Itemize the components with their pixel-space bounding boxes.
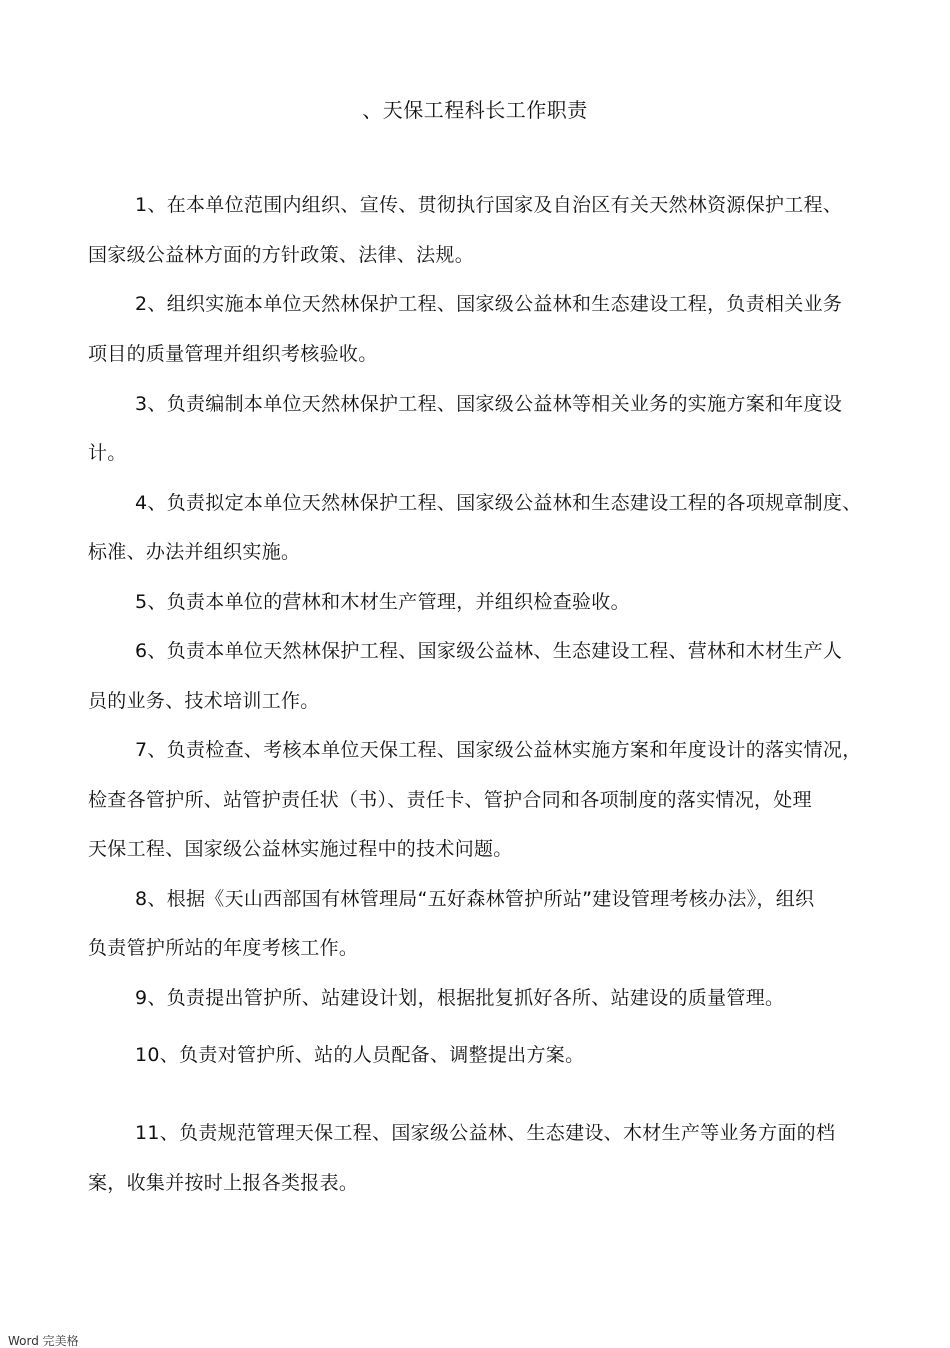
item-2-line-2: 项目的质量管理并组织考核验收。 xyxy=(88,343,378,365)
item-7-line-2: 检查各管护所、站管护责任状（书）、责任卡、管护合同和各项制度的落实情况，处理 xyxy=(88,789,812,811)
page-title: 、天保工程科长工作职责 xyxy=(362,98,588,122)
item-5-line-1: 5、负责本单位的营林和木材生产管理，并组织检查验收。 xyxy=(135,591,630,613)
item-9-line-1: 9、负责提出管护所、站建设计划，根据批复抓好各所、站建设的质量管理。 xyxy=(135,987,785,1009)
item-7-line-1: 7、负责检查、考核本单位天保工程、国家级公益林实施方案和年度设计的落实情况， xyxy=(135,739,862,761)
item-2-line-1: 2、组织实施本单位天然林保护工程、国家级公益林和生态建设工程，负责相关业务 xyxy=(135,293,843,315)
item-8-line-2: 负责管护所站的年度考核工作。 xyxy=(88,937,359,959)
item-8-line-1: 8、根据《天山西部国有林管理局“五好森林管护所站”建设管理考核办法》，组织 xyxy=(135,888,815,910)
item-4-line-1: 4、负责拟定本单位天然林保护工程、国家级公益林和生态建设工程的各项规章制度、 xyxy=(135,492,862,514)
item-3-line-2: 计。 xyxy=(88,442,127,464)
item-1-line-1: 1、在本单位范围内组织、宣传、贯彻执行国家及自治区有关天然林资源保护工程、 xyxy=(135,194,843,216)
item-6-line-2: 员的业务、技术培训工作。 xyxy=(88,690,320,712)
item-3-line-1: 3、负责编制本单位天然林保护工程、国家级公益林等相关业务的实施方案和年度设 xyxy=(135,393,843,415)
item-7-line-3: 天保工程、国家级公益林实施过程中的技术问题。 xyxy=(88,838,513,860)
footer-watermark: Word 完美格 xyxy=(8,1334,79,1348)
item-1-line-2: 国家级公益林方面的方针政策、法律、法规。 xyxy=(88,244,475,266)
item-11-line-1: 11、负责规范管理天保工程、国家级公益林、生态建设、木材生产等业务方面的档 xyxy=(135,1122,836,1144)
item-4-line-2: 标准、办法并组织实施。 xyxy=(88,541,301,563)
item-11-line-2: 案，收集并按时上报各类报表。 xyxy=(88,1172,359,1194)
item-6-line-1: 6、负责本单位天然林保护工程、国家级公益林、生态建设工程、营林和木材生产人 xyxy=(135,640,843,662)
item-10-line-1: 10、负责对管护所、站的人员配备、调整提出方案。 xyxy=(135,1044,585,1066)
